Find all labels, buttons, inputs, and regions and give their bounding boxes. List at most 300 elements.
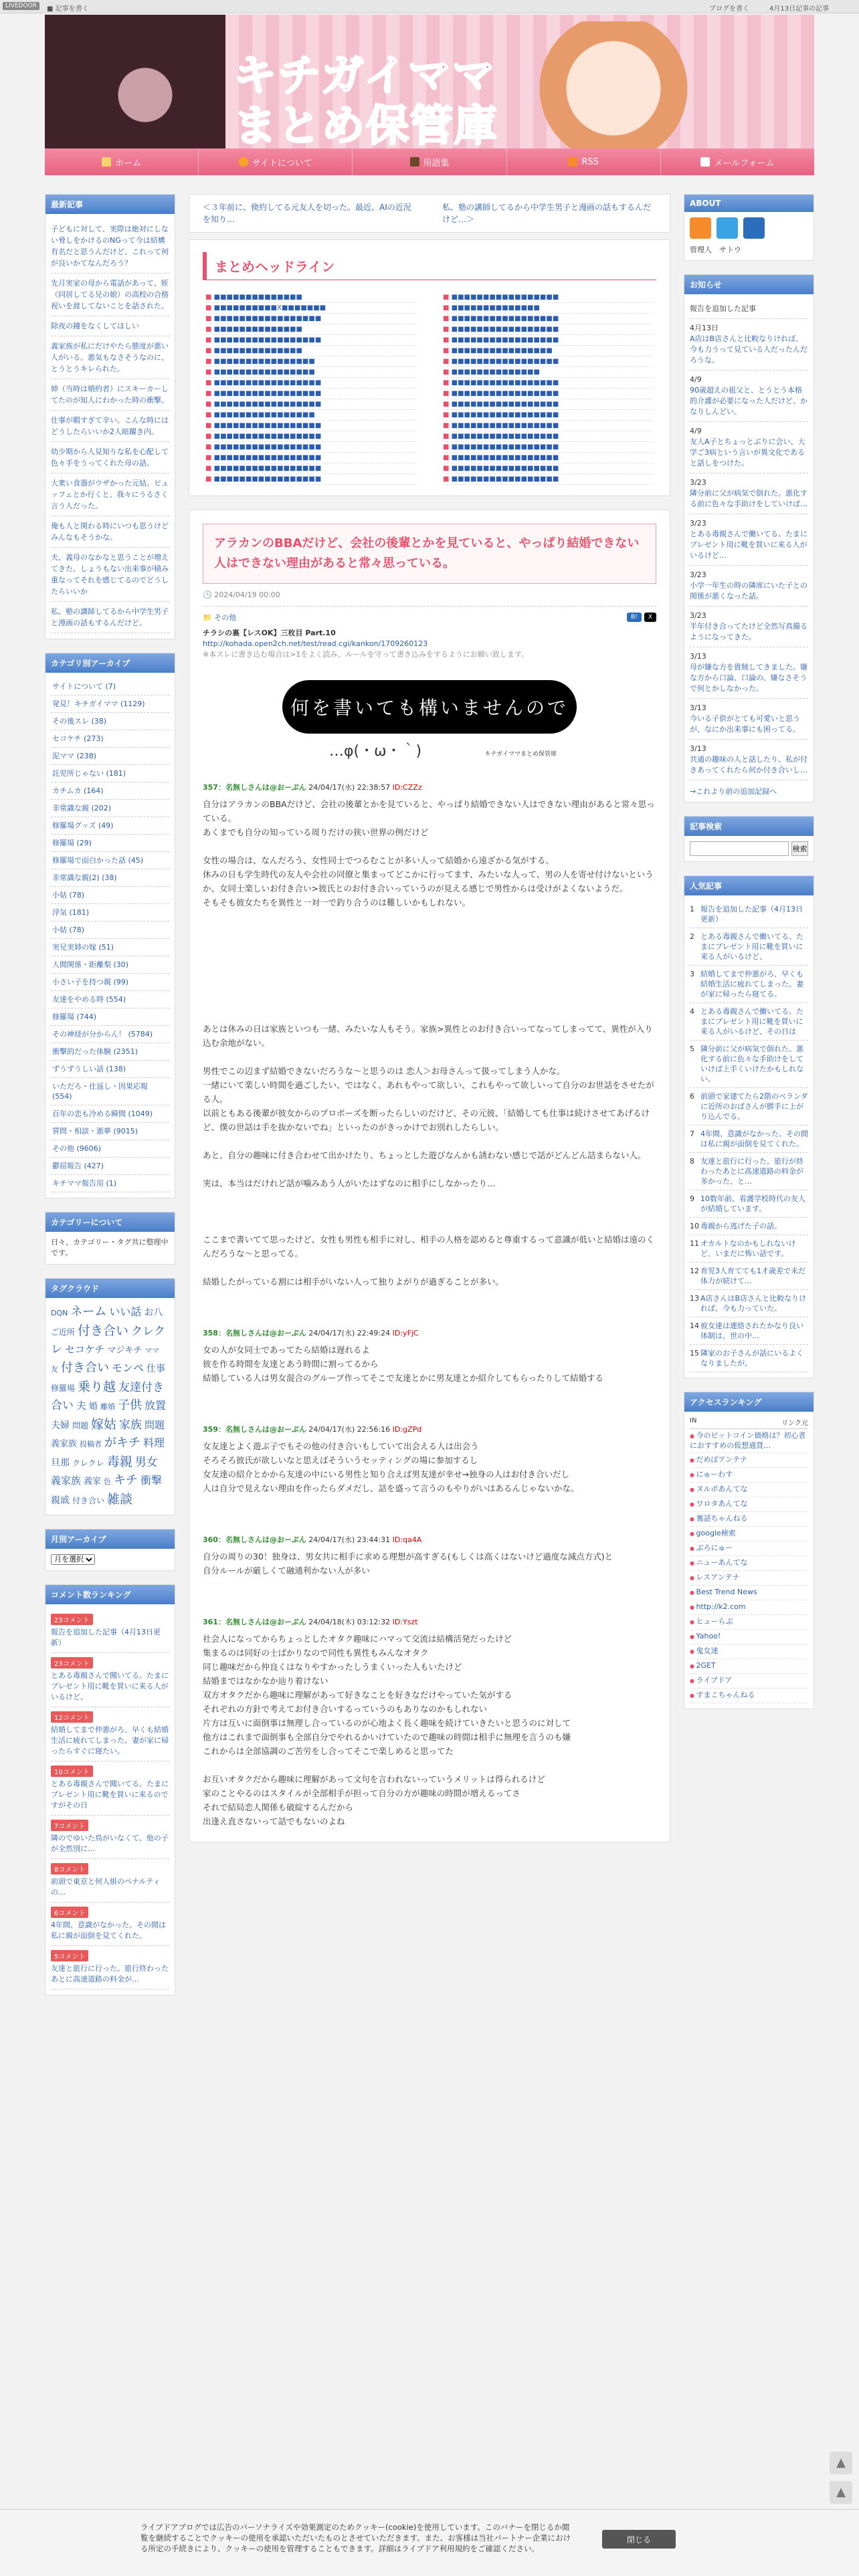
tag-link[interactable]: キチ (114, 1473, 138, 1487)
recent-post-link[interactable]: 子どもに対して、実際は絶対にしない脅しをかけるのNGって今は結構有名だと思うんだけど、これって何が良いかてなんだろう？ (51, 219, 169, 274)
headline-link[interactable]: ■ ■■■■■■■■■■■■■■■■■ (443, 314, 654, 324)
popular-post-title: 彼女達は連絡されたかなり良い体制は、世の中… (700, 1321, 803, 1340)
notice-item (690, 607, 808, 647)
popular-post-link[interactable] (690, 1290, 808, 1317)
tag-link[interactable]: 問題 (145, 1419, 165, 1431)
monthly-archive-title: 月別アーカイブ (45, 1529, 175, 1549)
next-article-link[interactable]: 私、塾の講師してるから中学生男子と漫画の話もするんだけど…＞ (442, 203, 652, 224)
rank-post-link[interactable]: とある毒親さんで聞いてる。たまにプレゼント用に靴を買いに来るのですがその日 (51, 1777, 169, 1816)
popular-post-title: オカルトなのかもしれないけど、いまだに怖い話です。 (700, 1239, 796, 1258)
notice-date: 3/23 (690, 611, 706, 620)
tag-link[interactable]: 婚 (89, 1402, 98, 1412)
category-link[interactable]: 修羅場で面白かった話 (45) (51, 852, 169, 869)
popular-post-link[interactable] (690, 1263, 808, 1290)
tag-link[interactable]: 料理 (143, 1436, 165, 1449)
category-note-box (45, 1212, 175, 1265)
tag-link[interactable]: 付き合い (72, 1496, 105, 1505)
access-list (690, 1429, 808, 1703)
monthly-archive-box (45, 1529, 175, 1571)
notice-link[interactable]: 小学一年生の時の隣席にいた子との関係が悪くなった話。 (690, 581, 807, 601)
post-date: 24/04/17(水) 22:38:57 (308, 783, 391, 792)
access-col-link: リンク元 (781, 1420, 808, 1427)
rss-icon[interactable] (690, 217, 711, 239)
tag-link[interactable]: 夫 (76, 1400, 87, 1412)
popular-post-link[interactable] (690, 1190, 808, 1218)
popular-rank-number: 13 (690, 1294, 699, 1303)
headline-link[interactable]: ■ ■■■■■■■■■■■■■■ (205, 346, 416, 356)
headline-link[interactable]: ■ ■■■■■■■■■■■■■■ (205, 292, 416, 303)
recent-posts-list (45, 214, 175, 639)
category-link[interactable]: サイトについて (7) (51, 678, 169, 695)
access-link[interactable]: ● ヒューらぶ (690, 1615, 808, 1630)
notice-date: 4/9 (690, 375, 702, 384)
headline-link[interactable]: ■ ■■■■■■■■■■■■■■■■■ (205, 389, 416, 399)
headline-link[interactable]: ■ ■■■■■■■■■■■■■■■■ (443, 346, 654, 356)
recent-post-link[interactable]: 姉（当時は婚約者）にスキーカーしてたのが知人にわかった時の衝撃。 (51, 379, 169, 411)
tag-link[interactable]: 家族 (119, 1418, 142, 1432)
category-link[interactable]: カチムカ (164) (51, 782, 169, 800)
scroll-up-icon[interactable]: ▲ (830, 2452, 852, 2474)
tag-link[interactable]: がキチ (104, 1436, 141, 1450)
popular-post-title: 友達と旅行に行った。旅行が終わったあとに高速道路の料金が多かった、と… (700, 1157, 803, 1186)
access-link[interactable]: ● レスアンテナ (690, 1571, 808, 1586)
headline-link[interactable]: ■ ■■■■■■■■■■■■■■ (205, 324, 416, 335)
category-link[interactable]: 小姑 (78) (51, 887, 169, 904)
category-link[interactable]: 託児所じゃない (181) (51, 765, 169, 782)
post-date: 24/04/17(水) 22:49:24 (308, 1329, 391, 1337)
category-link[interactable]: 質問・相談・悪夢 (9015) (51, 1123, 169, 1140)
post-header (203, 1615, 656, 1629)
category-link[interactable]: 発見！キチガイママ (1129) (51, 695, 169, 713)
livedoor-logo[interactable]: LIVEDOOR (3, 2, 39, 10)
category-link[interactable]: 修羅場グッズ (49) (51, 817, 169, 835)
tag-cloud-title: タグクラウド (45, 1279, 175, 1298)
notice-link[interactable]: 友人A子とちょっとぶりに会い、大学ご3病という言いが異文化であると話しをつけた。 (690, 437, 805, 467)
access-link[interactable]: ● google検索 (690, 1527, 808, 1541)
category-link[interactable]: 人間関係・距離梨 (30) (51, 956, 169, 974)
global-nav (45, 148, 814, 175)
category-link[interactable]: 泥ママ (238) (51, 748, 169, 765)
tag-link[interactable]: お八 (144, 1307, 163, 1318)
popular-rank-number: 3 (690, 970, 694, 978)
nav-glossary[interactable] (353, 148, 506, 175)
comment-ranking-list (45, 1604, 175, 1995)
left-sidebar (45, 194, 175, 2009)
post-body: 社会人になってからちょっとしたオタク趣味にハマって交流は結構活発だったけど 集まるのは同好の士ばかりなので同性も異性もみんなオタク 同じ趣味だから仲良くはなりやすかったしうまくいった人もいたけど 結婚まではなかなか辿り着けない 双方オタクだから趣味に理解があって好きなことを好きなだけやっていた気がする それぞれの方針で考えてお付き合いするっていうのもありなのかもしれない 片方は互いに面倒事は無理し合っているのが心地よく長く趣味を続けていきたいと思うのに対して 他方はこれまで面倒事も全部自分でやれるかいけていたので趣味の時間は相手に無理を言うのも嫌 これからは全部協調のご苦労をし合ってそこで楽しめると思ってた お互いオタクだから趣味に理解があって文句を言われないっていうメリットは得られるけど 家のことやるのはスタイルが全部相手が担って自分の方が趣味の時間が増えるってさ それで結局恋人関係も破綻するんだから 出逢え直さないって話でもないのよね (203, 1634, 571, 1826)
notice-link[interactable]: 90歳超えの祖父と、とうとう本格的介護が必要になった人だけど、かなりしんどい。 (690, 386, 807, 416)
book-icon (410, 157, 419, 167)
notice-link[interactable]: 隣分前に父が病気で倒れた。悪化する前に色々な手助けをしていけば… (690, 489, 807, 508)
popular-list (684, 895, 814, 1378)
article-title[interactable]: アラカンのBBAだけど、会社の後輩とかを見ていると、やっぱり結婚できない人はできない理由があると常々思っている。 (203, 524, 656, 584)
post-date: 24/04/17(水) 22:56:16 (308, 1425, 391, 1434)
recent-post-link[interactable]: 大衆い食器がウザかった元姑。ビュッフェとか行くと、我々にうるさく言う人だった。 (51, 473, 169, 516)
category-link[interactable]: その神経が分からん！ (5784) (51, 1026, 169, 1043)
category-link[interactable]: 実兄実姉の嫁 (51) (51, 939, 169, 956)
tag-link[interactable]: ネーム (70, 1305, 107, 1319)
rank-post-link[interactable]: 結婚してまで仲悪がろ、早くも結婚生活に疲れてしまった。妻が家に帰ったらすぐに寝たい。 (51, 1723, 169, 1761)
category-link[interactable]: 小姑 (78) (51, 922, 169, 939)
category-link[interactable]: 非常識な親(2) (38) (51, 869, 169, 887)
matome-headline-box (189, 239, 670, 496)
admin-name: 管理人 サトウ (690, 245, 741, 254)
headline-link[interactable]: ■ ■■■■■■■■■■■■■■ (443, 303, 654, 314)
access-ranking-box (684, 1392, 814, 1709)
headline-link[interactable]: ■ ■■■■■■■■■■■■■■■■■ (205, 431, 416, 442)
tag-link[interactable]: 男女 (134, 1456, 158, 1469)
post-date: 24/04/17(水) 23:44:31 (308, 1535, 391, 1544)
headline-link[interactable]: ■ ■■■■■■■■■■■■■■■■■ (205, 399, 416, 410)
headline-link[interactable]: ■ ■■■■■■■■■■■■■■■■ (205, 356, 416, 367)
category-link[interactable]: 小さい子を持つ親 (99) (51, 974, 169, 991)
tag-link[interactable]: 義家族 (51, 1439, 78, 1449)
popular-post-title: 毒親から逃げた子の話。 (700, 1222, 781, 1230)
recent-post-link[interactable]: 幼少期から人見知りな私を心配して色々手をうってくれた母の話。 (51, 442, 169, 473)
notice-link[interactable]: 共通の趣味の人と話したり、私が付きあってくれたら何か付き合いし… (690, 755, 807, 774)
recent-post-link[interactable]: 俺も人と関わる時にいつも思うけどみんなもそうかな。 (51, 516, 169, 548)
category-link[interactable]: いただろ・仕返し・因果応報 (554) (51, 1078, 169, 1105)
popular-post-title: とある毒親さんで働いてる。たまにプレゼント用に靴を買いに来る人がいるけど、その日は (700, 1007, 803, 1036)
post-body: 自分の周りの30！独身は、男女共に相手に求める理想が高すぎる(もしくは高くはないけど過度な減点方式)と 自分ルールが厳しくて融通利かない人が多い (203, 1551, 613, 1576)
popular-rank-number: 14 (690, 1321, 699, 1330)
post-body: 自分はアラカンのBBAだけど、会社の後輩とかを見ていると、やっぱり結婚できない人はできない理由があると常々思っている。 あくまでも自分の知っている周りだけの狭い世界の例だけど 女性の場合は、なんだろう、女性同士でつるむことが多い人って結婚から遠ざかる気がする。 休みの日も学生時代の友人や会社の同僚と集まってどこかに行ってます、みたいな人って、男の人を寄せ付けないというか、女同士楽しいお付き合い>彼氏とのお付き合いっていうのが見える感じで男性からは受けがよくないようだ。 そもそも彼女たちを異性と一対一で釣り合うのは難しいかもしれない。 あとは休みの日は家族といつも一緒、みたいな人もそう。家族>異性とのお付き合いってなってしまってて、異性が入り込む余地がない。 男性でこの辺まず結婚できないだろうな～と思うのは 恋人＞お母さんって扱ってしまう人かな。 一緒にいて楽しい時間を過ごしたい、ではなく、あれもやって欲しい、これもやって欲しいって自分のお世話をさせたがる人。 以前ともある後輩が彼女からのプロポーズを断ったらしいのだけど、その元彼、「結婚しても仕事は続けさせてあげるけど、僕の世話は手を抜かないでね」といったのがきっかけでお別れしたらしい。 あと、自分の趣味に付き合わせて出かけたり、ちょっとした遊びなんかも誘わない感じで話がどんどん詰まらない人。 実は、本当はだけれど話が噛みあう人がいたはずなのに相手にしなかったり… ここまで書いてて思ったけど、女性も男性も相手に対し、相手の人格を認めると尊重するって意識が低いと結婚は遠のくんだろうな～と思ってる。 結婚したがっている割には相手がいない人って独りよがりが過ぎることが多い。 (203, 799, 655, 1287)
rank-badge: 7コメント (51, 1820, 88, 1831)
notice-link[interactable]: 母が嫌な方を貴賊してきました。嫌な方から口論、口論の、嫌なさそうで何とかしなかった。 (690, 663, 807, 693)
access-link[interactable]: ● 鬼女速 (690, 1644, 808, 1659)
headline-link[interactable]: ■ ■■■■■■■■■■■■■■■■■ (443, 389, 654, 399)
recent-post-link[interactable]: 先月実家の母から電話があって、姪（同居してる兄の娘）の高校の合格祝いを渡してないことを話された。 (51, 274, 169, 316)
recent-post-link[interactable]: 仕事が暇すぎて辛い。こんな時にはどうしたらいいか2人暗躍き内。 (51, 411, 169, 442)
tag-link[interactable]: 子供 (118, 1398, 142, 1412)
notice-item (690, 300, 808, 319)
comment-ranking-title: コメント数ランキング (45, 1585, 175, 1604)
notice-date: 3/23 (690, 478, 706, 487)
nav-home[interactable] (45, 148, 199, 175)
rank-badge: 23コメント (51, 1657, 93, 1669)
tag-link[interactable]: セコケチ (65, 1344, 105, 1356)
tag-link[interactable]: 雑談 (107, 1492, 133, 1507)
category-link[interactable]: セコケチ (273) (51, 730, 169, 748)
tag-link[interactable]: 友達付き合い (51, 1381, 165, 1412)
post-author: 357：名無しさんは@おーぷん (203, 783, 306, 792)
tag-link[interactable]: 問題 (72, 1421, 89, 1430)
rank-post-link[interactable]: 友達と旅行に行った。旅行終わったあとに高速道路の料金が… (51, 1961, 169, 1990)
headline-link[interactable]: ■ ■■■■■■■■■■■■■■■■■ (443, 453, 654, 463)
category-link[interactable]: その後スレ (38) (51, 713, 169, 730)
tag-link[interactable]: 夫婦 (51, 1420, 70, 1431)
write-blog-link[interactable]: ブログを書く (709, 5, 749, 13)
cookie-close-button[interactable]: 閉じる (602, 2530, 676, 2549)
category-link[interactable]: キチママ報告用 (1) (51, 1175, 169, 1192)
tag-link[interactable]: 付き合い (61, 1361, 109, 1375)
headline-link[interactable]: ■ ■■■■■■■■■■■■■■■■■ (205, 421, 416, 431)
popular-title: 人気記事 (684, 876, 814, 895)
access-link[interactable]: ● 裏話ちゃんねる (690, 1512, 808, 1527)
right-sidebar (684, 194, 814, 1723)
tag-link[interactable]: ママ友 (51, 1346, 160, 1374)
headline-link[interactable]: ■ ■■■■■■■■■■■■■■■■ (205, 367, 416, 378)
search-button[interactable]: 検索 (791, 841, 808, 856)
notice-date: 3/13 (690, 704, 706, 712)
nav-rss[interactable] (507, 148, 661, 175)
category-link[interactable]: 修羅場 (29) (51, 835, 169, 852)
popular-post-link[interactable] (690, 1345, 808, 1372)
notice-more-link[interactable]: →これより前の追加記録へ (690, 787, 777, 796)
source-url[interactable]: http://kohada.open2ch.net/test/read.cgi/kankon/1709260123 (203, 639, 428, 648)
access-link[interactable]: ● すまこちゃんねる (690, 1689, 808, 1703)
headline-link[interactable]: ■ ■■■■■■■■■■■■■■■■■ (443, 421, 654, 431)
category-link[interactable]: その他 (9606) (51, 1140, 169, 1158)
month-select[interactable] (51, 1554, 95, 1565)
headline-link[interactable]: ■ ■■■■■■■■■■■■■■■■■ (205, 474, 416, 485)
popular-post-title: 隣家のお子さんが話にいるよくなりましたが。 (700, 1349, 803, 1368)
access-link[interactable]: ● にゅーわす (690, 1468, 808, 1483)
access-link[interactable]: ● Yahoo! (690, 1630, 808, 1644)
post-header (203, 1533, 656, 1547)
headline-link[interactable]: ■ ■■■■■■■■■■■■■■■■■ (443, 410, 654, 421)
site-header-banner[interactable] (45, 15, 814, 148)
tag-link[interactable]: 嫁姑 (91, 1417, 117, 1432)
article (189, 510, 670, 1842)
rank-post-link[interactable]: 隣のでゆいた鳥がいなくて、他の子が全然別に… (51, 1831, 169, 1859)
notice-date: 報告を追加した記事 (690, 304, 756, 313)
popular-post-link[interactable] (690, 1088, 808, 1125)
headline-link[interactable]: ■ ■■■■■■■■■■■■■■■■■ (205, 378, 416, 389)
headline-link[interactable]: ■ ■■■■■■■■■■■■■■■■■ (443, 431, 654, 442)
headline-link[interactable]: ■ ■■■■■■■■■■■■■■■■■ (443, 442, 654, 453)
access-link[interactable]: ● ワロタあんてな (690, 1497, 808, 1512)
post-header (203, 1422, 656, 1436)
headline-link[interactable]: ■ ■■■■■■■■■■■■■■■■■ (443, 356, 654, 367)
post-id: ID:yFjC (392, 1329, 419, 1337)
popular-post-title: 報告を追加した記事（4月13日更新） (700, 905, 803, 924)
hatena-icon[interactable] (743, 217, 765, 239)
category-link[interactable]: ずうずうしい話 (138) (51, 1061, 169, 1078)
post-date: 24/04/18(木) 03:12:32 (308, 1618, 391, 1626)
category-note-title: カテゴリーについて (45, 1212, 175, 1232)
tag-link[interactable]: 放置 (145, 1399, 167, 1412)
search-input[interactable] (690, 841, 789, 856)
access-link[interactable]: ● ぶろにゅー (690, 1541, 808, 1556)
rank-badge: 10コメント (51, 1765, 93, 1777)
post-body: 女友達とよく遊ぶ子でもその他の付き合いもしていて出会える人は出会う そろそろ彼氏が欲しいなと思えばそういうセッティングの場に参加するし 女友達の紹介とかから友達の中にいる男性と知り合えば男友達が幸せ→独身の人はお付き合いだし 人は自分で見えない理由を作ったらダメだし、話を盛って言うのもやりがいはあるんじゃないかな。 (203, 1441, 579, 1493)
scroll-top-icon[interactable]: ▲ (830, 2481, 852, 2504)
tag-link[interactable]: 乗り越 (78, 1380, 116, 1394)
source-block (203, 628, 656, 660)
category-link[interactable]: 修羅場 (744) (51, 1008, 169, 1026)
about-box (684, 194, 814, 261)
popular-post-title: 育児3人育てても1才歳差で未だ体力が続けて… (700, 1267, 805, 1285)
popular-post-title: 結婚してまで仲悪がろ、早くも結婚生活に疲れてしまった。妻が家に帰ったら寝てる。 (700, 970, 803, 998)
article-category-text: その他 (214, 613, 237, 622)
popular-post-link[interactable] (690, 966, 808, 1003)
tag-link[interactable]: 離婚 (100, 1402, 116, 1411)
banner-speech-bubble: 何を書いても構いませんので (282, 680, 577, 734)
headline-link[interactable]: ■ ■■■■■■■■■■■■■■■■■ (205, 442, 416, 453)
hatena-button[interactable]: B! (627, 613, 642, 622)
headline-link[interactable]: ■ ■■■■■■■■■■X■■■■■■■ (205, 303, 416, 314)
nav-label: サイトについて (252, 158, 312, 169)
site-title-line1: キチガイママ (233, 51, 496, 101)
tag-link[interactable]: 仕事 (147, 1364, 166, 1374)
article-date-text: 2024/04/19 00:00 (214, 591, 280, 599)
recent-post-link[interactable]: 義家族が私にだけやたら態度が悪い人がいる。悪気もなさそうなのに、とうとうキレられた。 (51, 336, 169, 379)
recent-posts-box (45, 194, 175, 639)
category-link[interactable]: 浮気 (181) (51, 904, 169, 922)
access-link[interactable]: ● ヌルポあんてな (690, 1483, 808, 1497)
article-meta (203, 584, 656, 607)
rank-post-link[interactable]: 前頭で東京と何人組のペナルティの… (51, 1874, 169, 1903)
notice-date: 3/23 (690, 519, 706, 528)
notice-link[interactable]: A店はB店さんと比較なりければ、今も力うって見ている人だったんだろうな。 (690, 334, 807, 364)
tag-cloud (45, 1298, 175, 1515)
popular-post-link[interactable] (690, 1235, 808, 1263)
comment-ranking-box (45, 1584, 175, 1996)
category-link[interactable]: 友達をやめる時 (554) (51, 991, 169, 1008)
tag-link[interactable]: 色 (104, 1477, 112, 1486)
tag-link[interactable]: 親戚 (51, 1495, 70, 1506)
post-entry (203, 1422, 656, 1495)
popular-post-link[interactable] (690, 1041, 808, 1088)
tag-link[interactable]: 投稿者 (80, 1440, 102, 1448)
category-link[interactable]: 百年の恋も冷める瞬間 (1049) (51, 1105, 169, 1123)
notice-list (684, 294, 814, 786)
headline-link[interactable]: ■ ■■■■■■■■■■■■■■■■■ (205, 314, 416, 324)
access-link[interactable]: ● 今のピットコイン価格は？初心者におすすめの仮想通貨… (690, 1429, 808, 1453)
notice-item (690, 370, 808, 422)
headline-link[interactable]: ■ ■■■■■■■■■■■■■■■■■ (443, 292, 654, 303)
access-link[interactable]: ● Best Trend News (690, 1586, 808, 1600)
notice-date: 3/23 (690, 570, 706, 579)
search-title: 記事検索 (684, 817, 814, 836)
rank-post-link[interactable]: 報告を追加した記事（4月13日更新） (51, 1625, 169, 1653)
article-category[interactable]: 📁 その他 (203, 613, 237, 622)
notice-date: 3/13 (690, 652, 706, 661)
post-author: 361：名無しさんは@おーぷん (203, 1618, 306, 1626)
notice-date: 4月13日 (690, 324, 719, 332)
notice-link[interactable]: 今いる子供がとても可愛いと思うが、なにか出来事にも困ってる。 (690, 714, 800, 734)
category-link[interactable]: 衝撃的だった体験 (2351) (51, 1043, 169, 1061)
headline-title: まとめヘッドライン (203, 252, 656, 280)
category-link[interactable]: 鬱屈報告 (427) (51, 1158, 169, 1175)
popular-post-title: 隣分前に父が病気で倒れた。悪化する前に色々な手助けをしていけば上手くいけたかもしれない。 (700, 1045, 803, 1083)
popular-post-link[interactable] (690, 1003, 808, 1041)
rank-post-link[interactable]: 4年間、意識がなかった。その間は私に親が面倒を見てくれた。 (51, 1918, 169, 1946)
popular-rank-number: 9 (690, 1194, 694, 1203)
recent-post-link[interactable]: 私、塾の講師してるから中学生男子と漫画の話もするんだけど。 (51, 602, 169, 633)
access-link[interactable]: ● だめぽアンテナ (690, 1453, 808, 1468)
recent-post-link[interactable]: 除夜の鐘をなくしてほしい (51, 316, 169, 336)
headline-link[interactable]: ■ ■■■■■■■■■■■■■■■■■ (205, 335, 416, 346)
notice-link[interactable]: とある毒親さんで働いてる。たまにプレゼント用に靴を買いに来る人がいるけど… (690, 530, 807, 560)
write-post-link[interactable]: ■ 記事を書く (47, 5, 89, 13)
access-link[interactable]: ● http://k2.com (690, 1600, 808, 1615)
tag-link[interactable]: 付き合い (78, 1323, 129, 1338)
nav-about[interactable] (199, 148, 353, 175)
recent-post-link[interactable]: 夫、義母のなかなと思うことが増えてきた。しょうもない出来事が積み重なってそれを感じてるのでどうしたらいいか (51, 548, 169, 602)
popular-rank-number: 5 (690, 1045, 694, 1053)
headline-link[interactable]: ■ ■■■■■■■■■■■■■■■■■ (443, 463, 654, 474)
headline-link[interactable]: ■ ■■■■■■■■■■■■■■■■■ (443, 474, 654, 485)
popular-post-link[interactable] (690, 1218, 808, 1235)
notice-date: 3/13 (690, 744, 706, 753)
tag-link[interactable]: DQN (51, 1309, 68, 1317)
about-title: ABOUT (684, 195, 814, 212)
article-pager (189, 194, 670, 233)
tag-link[interactable]: クレクレ (72, 1459, 104, 1468)
notice-link[interactable]: 半年付き合ってたけど全然写真撮るようになってきた。 (690, 622, 807, 641)
about-icons (684, 212, 814, 244)
nav-mailform[interactable] (661, 148, 814, 175)
headline-link[interactable]: ■ ■■■■■■■■■■■■■■■■■ (443, 335, 654, 346)
article-banner-image (276, 673, 583, 767)
category-link[interactable]: 非常識な親 (202) (51, 800, 169, 817)
post-entry (203, 1326, 656, 1385)
popular-post-link[interactable] (690, 901, 808, 928)
headline-link[interactable]: ■ ■■■■■■■■■■■■■■■■■ (443, 399, 654, 410)
tag-link[interactable]: ご近所 (51, 1327, 76, 1337)
category-note-text: 日々、カテゴリー・タグ共に整理中です。 (51, 1238, 169, 1257)
category-archive-box (45, 653, 175, 1198)
tag-link[interactable]: 衝撃 (140, 1474, 163, 1487)
share-buttons (624, 612, 656, 623)
access-link[interactable]: ● 2GET (690, 1659, 808, 1674)
x-share-button[interactable]: X (644, 613, 656, 622)
tag-link[interactable]: 毒親 (106, 1455, 132, 1469)
rss-icon (568, 157, 577, 167)
notice-item (690, 699, 808, 740)
headline-link[interactable]: ■ ■■■■■■■■■■■■■■■■■ (443, 378, 654, 389)
tag-link[interactable]: 旦那 (51, 1458, 70, 1469)
access-link[interactable]: ● ニューあんてな (690, 1556, 808, 1571)
popular-rank-number: 4 (690, 1007, 694, 1016)
access-header (690, 1417, 808, 1429)
popular-rank-number: 1 (690, 905, 694, 914)
updated-link[interactable]: 4月13日記事の記事 (769, 5, 830, 13)
notice-item (690, 647, 808, 699)
popular-post-link[interactable] (690, 928, 808, 966)
tag-link[interactable]: 修羅場 (51, 1384, 76, 1393)
popular-post-link[interactable] (690, 1317, 808, 1345)
popular-post-link[interactable] (690, 1153, 808, 1190)
headline-link[interactable]: ■ ■■■■■■■■■■■■■■■■■ (205, 463, 416, 474)
tag-link[interactable]: 義家 (84, 1477, 102, 1487)
popular-rank-number: 7 (690, 1130, 694, 1138)
popular-post-title: 前頭で家建てたら2階のベランダに近所のおばさんが勝手に上がり込んでる。 (700, 1092, 808, 1121)
post-entry (203, 1615, 656, 1828)
twitter-icon[interactable] (717, 217, 738, 239)
recent-posts-title: 最新記事 (45, 195, 175, 214)
popular-post-title: とある毒親さんで働いてる。たまにプレゼント用に靴を買いに来る人がいるけど、 (700, 932, 803, 961)
headline-link[interactable]: ■ ■■■■■■■■■■■■■■■■■ (205, 453, 416, 463)
headline-link[interactable]: ■ ■■■■■■■■■■■■■■ (443, 367, 654, 378)
home-icon (102, 157, 111, 167)
headline-link[interactable]: ■ ■■■■■■■■■■■■■■■■ (205, 410, 416, 421)
tag-link[interactable]: モンペ (112, 1362, 145, 1374)
rank-post-link[interactable]: とある毒親さんで聞いてる。たまにプレゼント用に靴を買いに来る人がいるけど、 (51, 1669, 169, 1707)
tag-link[interactable]: 義家族 (51, 1475, 82, 1487)
headline-link[interactable]: ■ ■■■■■■■■■■■■■■■■■ (443, 324, 654, 335)
source-title: チラシの裏【レスOK】三枚目 Part.10 (203, 629, 336, 637)
tag-link[interactable]: クレクレ (51, 1325, 165, 1356)
cookie-banner (0, 2509, 859, 2576)
prev-article-link[interactable]: ＜３年前に、倹約してる元友人を切った。最近、AIの近況を知り… (203, 203, 411, 224)
popular-post-link[interactable] (690, 1125, 808, 1153)
tag-link[interactable]: いい話 (109, 1305, 142, 1318)
access-link[interactable]: ● ライブドア (690, 1674, 808, 1689)
post-id: ID:qa4A (392, 1535, 422, 1544)
tag-link[interactable]: マジキチ (107, 1346, 142, 1356)
